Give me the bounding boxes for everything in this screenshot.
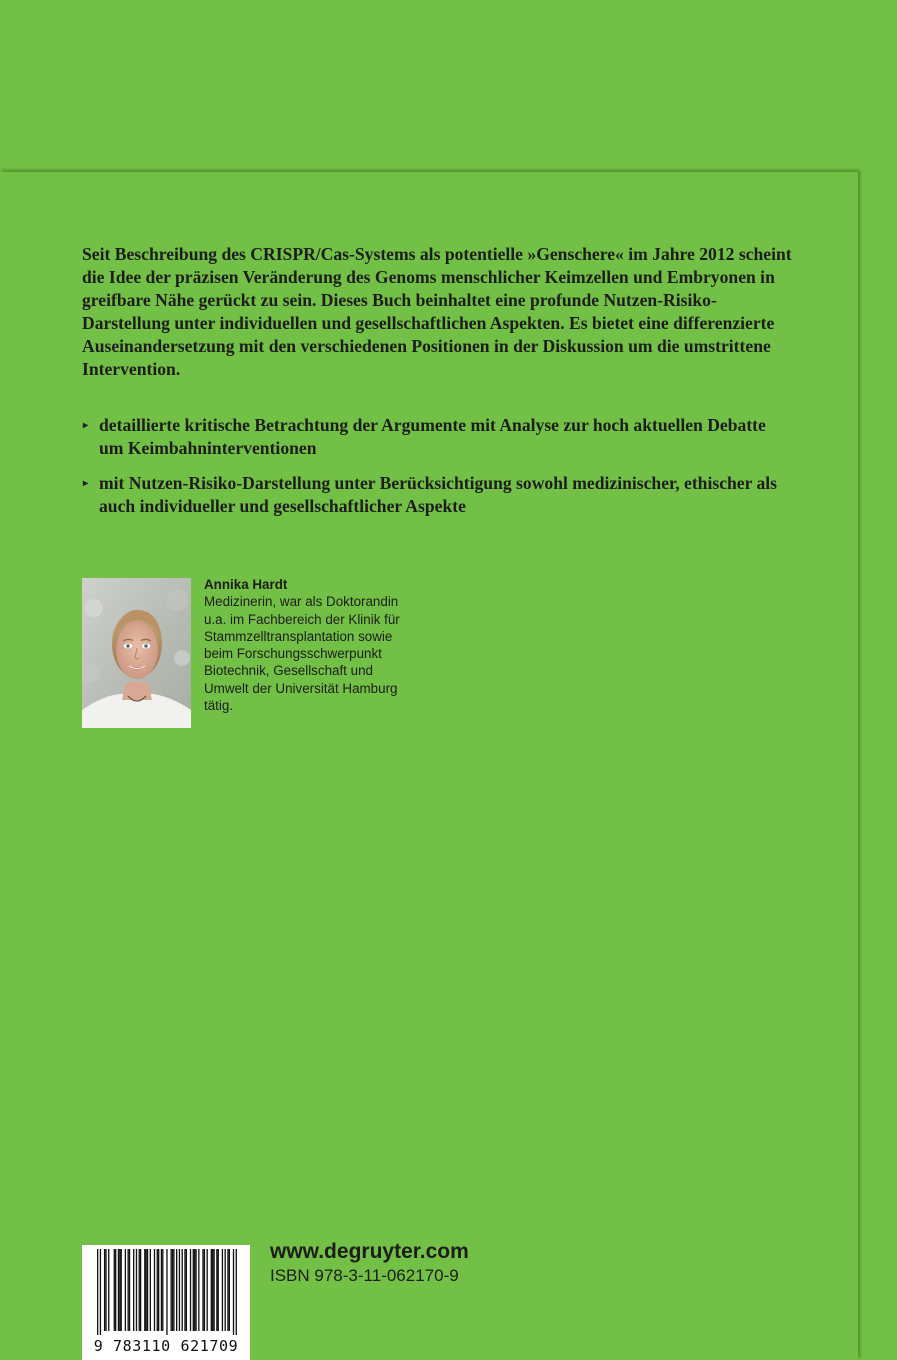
barcode-bar [173, 1249, 174, 1331]
barcode-bar [144, 1249, 145, 1331]
author-name: Annika Hardt [204, 577, 288, 592]
barcode-bar [172, 1249, 173, 1331]
barcode-bar [212, 1249, 213, 1331]
barcode-bar [233, 1249, 234, 1335]
barcode-bar [157, 1249, 158, 1331]
barcode-bar [184, 1249, 185, 1331]
barcode-bar [150, 1249, 151, 1331]
barcode-bar [227, 1249, 228, 1331]
barcode-bar [207, 1249, 208, 1331]
barcode-bar [121, 1249, 122, 1331]
publisher-url[interactable]: www.degruyter.com [270, 1240, 469, 1263]
barcode-bar [114, 1249, 115, 1331]
barcode-bar [115, 1249, 116, 1331]
isbn-barcode [82, 1245, 250, 1360]
barcode-bar [133, 1249, 134, 1331]
barcode-bar [204, 1249, 205, 1331]
barcode-bar [146, 1249, 147, 1331]
barcode-bar [158, 1249, 159, 1331]
barcode-bar [140, 1249, 141, 1331]
barcode-bar [216, 1249, 217, 1331]
barcode-bar [182, 1249, 183, 1331]
barcode-bar [170, 1249, 171, 1331]
barcode-bar [229, 1249, 230, 1331]
barcode-bar [161, 1249, 162, 1331]
feature-bullet-list [82, 414, 794, 530]
barcode-bar [119, 1249, 120, 1331]
barcode-bar [198, 1249, 199, 1331]
barcode-bar [213, 1249, 214, 1331]
barcode-digits: 9 783110 621709 [93, 1337, 239, 1355]
barcode-bars [97, 1249, 237, 1335]
barcode-bar [186, 1249, 187, 1331]
barcode-bar [225, 1249, 226, 1331]
barcode-bar [128, 1249, 129, 1331]
barcode-bar [104, 1249, 105, 1331]
barcode-bar [162, 1249, 163, 1331]
feature-bullet-text: mit Nutzen-Risiko-Darstellung unter Berücksichtigung sowohl medizinischer, ethischer als auch individueller und gesellschaftlicher Aspekte [99, 473, 778, 516]
author-photo [82, 578, 191, 728]
author-portrait-image [82, 578, 191, 728]
barcode-bar [125, 1249, 126, 1331]
barcode-bar [129, 1249, 130, 1331]
author-info [204, 576, 444, 714]
barcode-bar [179, 1249, 180, 1331]
barcode-bar [202, 1249, 203, 1331]
barcode-bar [190, 1249, 191, 1331]
barcode-bar [154, 1249, 155, 1331]
triangle-bullet-icon: ▸ [83, 420, 89, 431]
barcode-bar [194, 1249, 195, 1331]
barcode-bar [236, 1249, 237, 1335]
barcode-bar [108, 1249, 109, 1331]
barcode-bar [100, 1249, 101, 1335]
barcode-bar [176, 1249, 177, 1331]
triangle-bullet-icon: ▸ [83, 478, 89, 489]
author-bio: Medizinerin, war als Doktorandin u.a. im Fachbereich der Klinik für Stammzelltransplantation sowie beim Forschungsschwerpunkt Biotechnik, Gesellschaft und Umwelt der Universität Hamburg tätig. [204, 594, 400, 714]
barcode-bar [118, 1249, 119, 1331]
barcode-bar [195, 1249, 196, 1331]
feature-bullet-text: detaillierte kritische Betrachtung der Argumente mit Analyse zur hoch aktuellen Debatte um Keimbahninterventionen [99, 415, 766, 458]
barcode-bar [139, 1249, 140, 1331]
barcode-bar [211, 1249, 212, 1331]
barcode-bar [166, 1249, 167, 1335]
feature-bullet-2 [82, 472, 794, 518]
barcode-bar [222, 1249, 223, 1331]
barcode-bar [136, 1249, 137, 1331]
barcode-bar [218, 1249, 219, 1331]
barcode-bar [147, 1249, 148, 1331]
feature-bullet-1 [82, 414, 794, 460]
isbn-number: ISBN 978-3-11-062170-9 [270, 1266, 459, 1285]
barcode-bar [105, 1249, 106, 1331]
barcode-bar [193, 1249, 194, 1331]
barcode-bar [97, 1249, 98, 1335]
book-blurb: Seit Beschreibung des CRISPR/Cas-Systems als potentielle »Genschere« im Jahre 2012 scheint die Idee der präzisen Veränderung des Genoms menschlicher Keimzellen und Embryonen in greifbare Nähe gerückt zu sein. Dieses Buch beinhaltet eine profunde Nutzen-Risiko-Darstellung unter individuellen und gesellschaftlichen Aspekten. Es bietet eine differenzierte Auseinandersetzung mit den verschiedenen Positionen in der Diskussion um die umstrittene Intervention. [82, 244, 792, 379]
